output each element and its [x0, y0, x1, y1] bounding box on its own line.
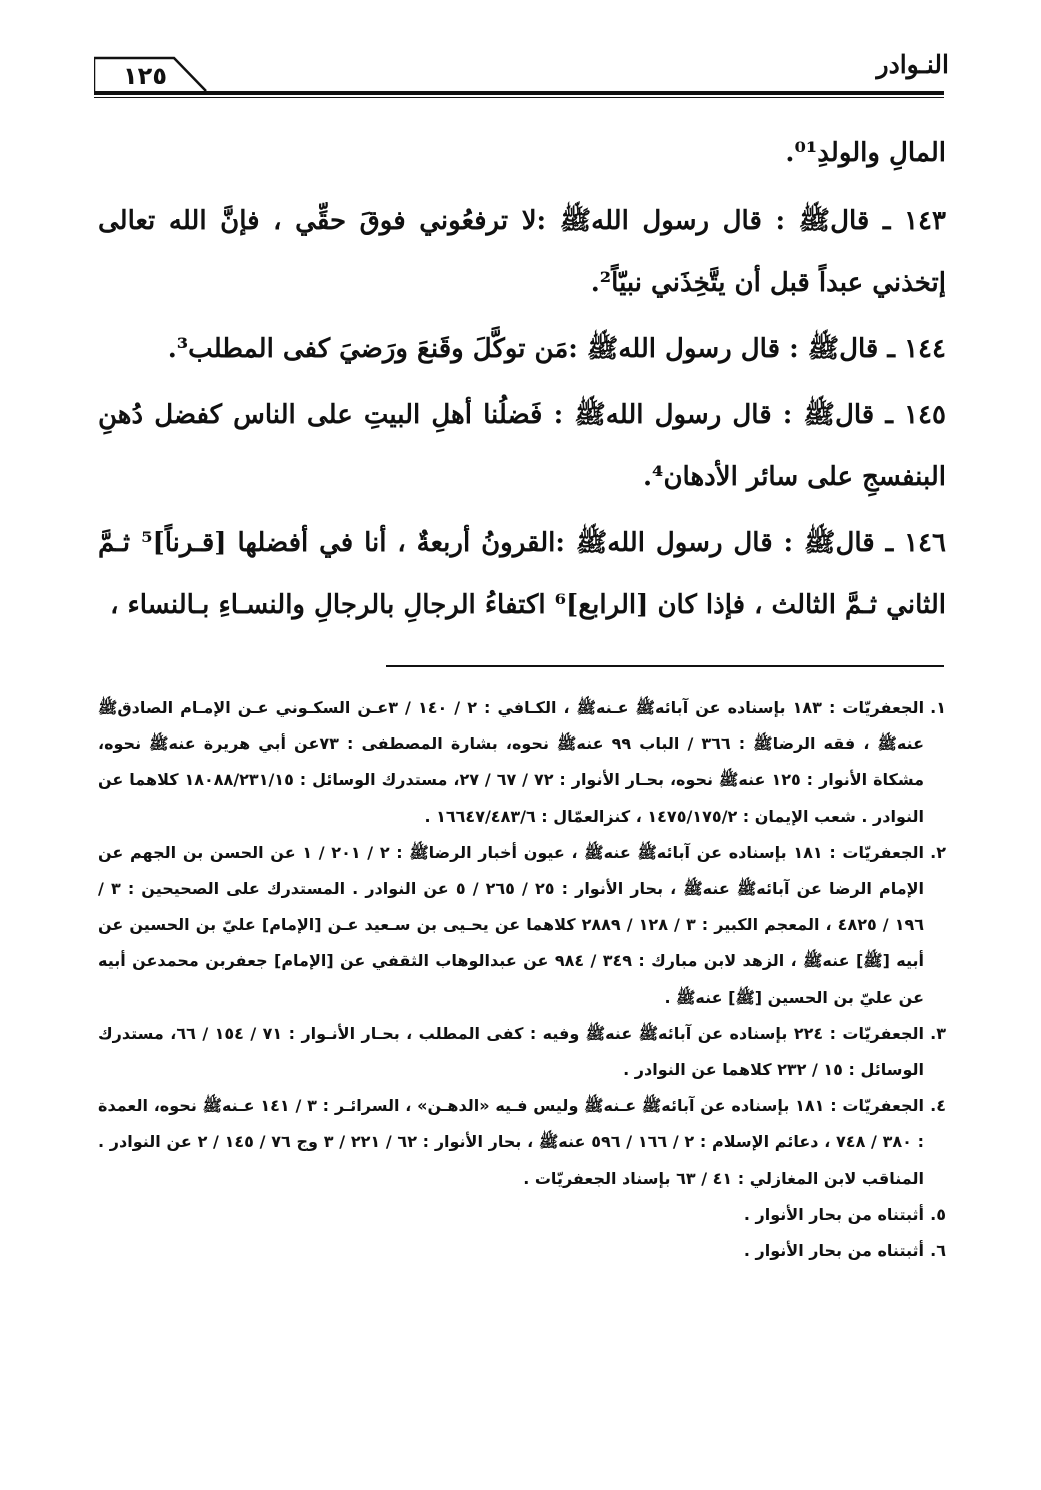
footnote-text: أثبتناه من بحار الأنوار . — [743, 1204, 924, 1224]
hadith-144: ١٤٤ ـ قالﷺ : قال رسول اللهﷺ :مَن توكَّلَ وقَنعَ ورَضيَ كفى المطلب³. — [167, 334, 946, 364]
footnotes-list — [98, 690, 946, 1269]
footnote-number: ٢. — [930, 842, 946, 862]
footnote-item — [98, 1197, 946, 1233]
hadith-143: ١٤٣ ـ قالﷺ : قال رسول اللهﷺ :لا ترفعُوني فوقَ حقِّي ، فإنَّ الله تعالى إتخذني عبداً قبل أن يتَّخِذَني نبيّاً². — [98, 206, 946, 298]
page-number: ١٢٥ — [123, 62, 167, 90]
hadith-145: ١٤٥ ـ قالﷺ : قال رسول اللهﷺ : فَضلُنا أهلِ البيتِ على الناس كفضل دُهنِ البنفسجِ على سائر الأدهان⁴. — [98, 400, 946, 492]
hadith-146: ١٤٦ ـ قالﷺ : قال رسول اللهﷺ :القرونُ أربعةٌ ، أنا في أفضلها [قـرناً]⁵ ثـمَّ الثاني ثـمَّ الثالث ، فإذا كان [الرابع]⁶ اكتفاءُ الرجالِ بالرجالِ والنسـاءِ بـالنساء ، — [98, 528, 946, 620]
footnote-number: ٤. — [930, 1096, 946, 1116]
footnote-text: الجعفريّات : ١٨٣ بإسناده عن آبائهﷺ عـنهﷺ ، الكـافي : ٢ / ١٤٠ / ٣عـن السكـوني عـن الإمـام الصادقﷺ عنهﷺ ، فقه الرضاﷺ : ٣٦٦ / الباب ٩٩ عنهﷺ نحوه، بشارة المصطفى : ٧٣عن أبي هريرة عنهﷺ نحوه، مشكاة الأنوار : ١٢٥ عنهﷺ نحوه، بحـار الأنوار : ٧٢ / ٦٧ / ٢٧، مستدرك الوسائل : ١٨٠٨٨/٢٣١/١٥ كلاهما عن النوادر . شعب الإيمان : ١٤٧٥/١٧٥/٢ ، كنزالعمّال : ١٦٦٤٧/٤٨٣/٦ . — [98, 698, 925, 826]
footnote-item — [98, 690, 946, 835]
footnote-text: الجعفريّات : ١٨١ بإسناده عن آبائهﷺ عـنهﷺ وليس فـيه «الدهـن» ، السرائـر : ٣ / ١٤١ عـنهﷺ نحوه، العمدة : ٣٨٠ / ٧٤٨ ، دعائم الإسلام : ٢ / ١٦٦ / ٥٩٦ عنهﷺ ، بحار الأنوار : ٦٢ / ٢٢١ / ٣ وج ٧٦ / ١٤٥ / ٢ عن النوادر . المناقب لابن المغازلي : ٤١ / ٦٣ بإسناد الجعفريّات . — [98, 1096, 925, 1188]
footnote-item — [98, 835, 946, 1016]
footnote-number: ٦. — [930, 1241, 946, 1261]
header-rule-thick — [94, 91, 944, 95]
running-header-title: النـوادر — [876, 50, 949, 79]
footnote-number: ٥. — [930, 1204, 946, 1224]
footnote-divider — [386, 665, 944, 667]
footnote-text: الجعفريّات : ٢٢٤ بإسناده عن آبائهﷺ عنهﷺ وفيه : كفى المطلب ، بحـار الأنـوار : ٧١ / ١٥٤ / ٦٦، مستدرك الوسائل : ١٥ / ٢٣٢ كلاهما عن النوادر . — [98, 1023, 925, 1080]
footnote-item — [98, 1016, 946, 1088]
footnote-number: ١. — [930, 698, 946, 717]
footnote-item — [98, 1233, 946, 1269]
main-text — [98, 122, 946, 640]
header-rule-thin — [94, 97, 944, 98]
footnote-text: أثبتناه من بحار الأنوار . — [743, 1241, 924, 1261]
footnote-text: الجعفريّات : ١٨١ بإسناده عن آبائهﷺ عنهﷺ ، عيون أخبار الرضاﷺ : ٢ / ٢٠١ / ١ عن الحسن بن الجهم عن الإمام الرضا عن آبائهﷺ عنهﷺ ، بحار الأنوار : ٢٥ / ٢٦٥ / ٥ عن النوادر . المستدرك على الصحيحين : ٣ / ١٩٦ / ٤٨٢٥ ، المعجم الكبير : ٣ / ١٢٨ / ٢٨٨٩ كلاهما عن يحـيى بن سـعيد عـن [الإمام] عليّ بن الحسين عن أبيه [ﷺ] عنهﷺ ، الزهد لابن مبارك : ٣٤٩ / ٩٨٤ عن عبدالوهاب الثقفي عن [الإمام] جعفربن محمدعن أبيه عن عليّ بن الحسين [ﷺ] عنهﷺ . — [98, 842, 925, 1007]
main-line-1: المالِ والولدِ⁰¹. — [785, 138, 946, 168]
footnote-item — [98, 1088, 946, 1197]
footnote-number: ٣. — [930, 1023, 946, 1043]
